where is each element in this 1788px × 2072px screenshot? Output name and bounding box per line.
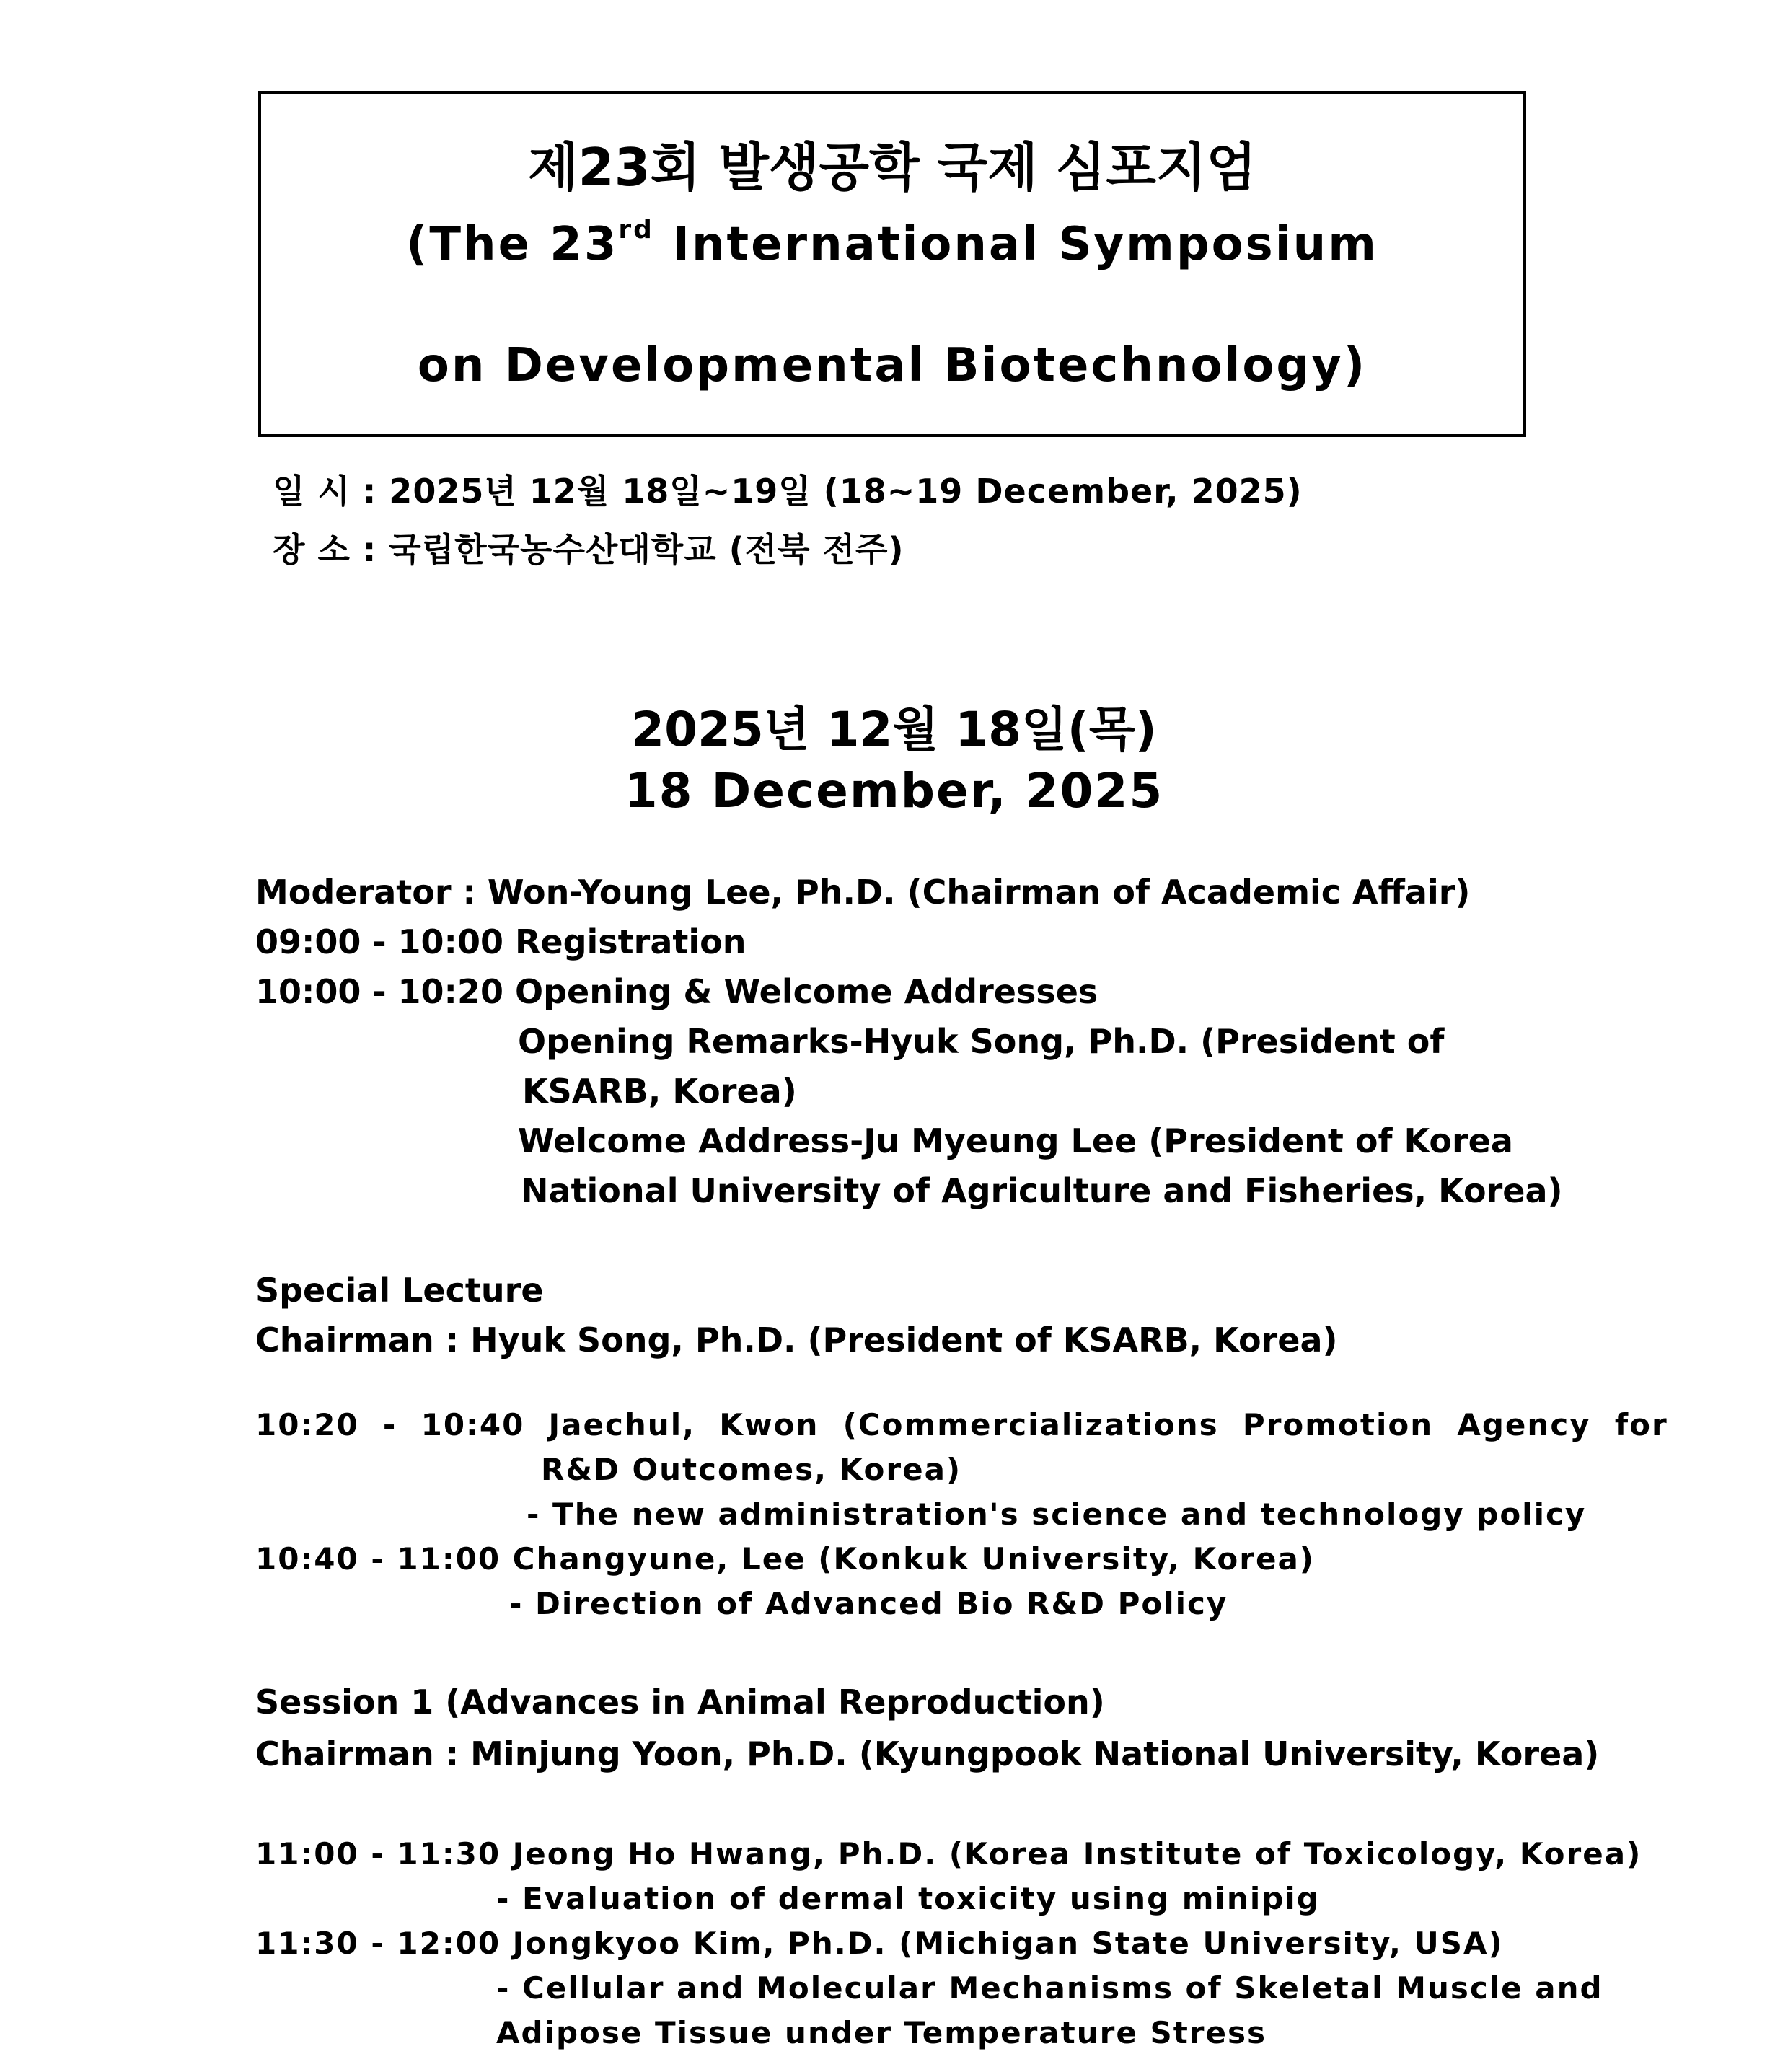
session1-talk1-topic: - Evaluation of dermal toxicity using minipig bbox=[496, 1881, 1320, 1916]
session1-chairman: Chairman : Minjung Yoon, Ph.D. (Kyungpook National University, Korea) bbox=[255, 1734, 1600, 1773]
event-date: 일 시 : 2025년 12월 18일~19일 (18~19 December, 2025) bbox=[273, 472, 1303, 511]
session1-talk2-topic1: - Cellular and Molecular Mechanisms of Skeletal Muscle and bbox=[496, 1970, 1603, 2006]
session1-talk2-topic2: Adipose Tissue under Temperature Stress bbox=[496, 2015, 1267, 2050]
opening-line: 10:00 - 10:20 Opening & Welcome Addresses bbox=[255, 972, 1098, 1011]
special-talk1-topic: - The new administration's science and technology policy bbox=[527, 1496, 1587, 1532]
welcome-address-line1: Welcome Address-Ju Myeung Lee (President of Korea bbox=[518, 1121, 1513, 1160]
special-lecture-chairman: Chairman : Hyuk Song, Ph.D. (President of KSARB, Korea) bbox=[255, 1321, 1338, 1359]
special-lecture-heading: Special Lecture bbox=[255, 1271, 544, 1310]
opening-remarks-line1: Opening Remarks-Hyuk Song, Ph.D. (President of bbox=[518, 1022, 1445, 1061]
session1-talk2-line1: 11:30 - 12:00 Jongkyoo Kim, Ph.D. (Michigan State University, USA) bbox=[255, 1926, 1504, 1961]
special-talk2-topic: - Direction of Advanced Bio R&D Policy bbox=[509, 1586, 1228, 1621]
special-talk2-line1: 10:40 - 11:00 Changyune, Lee (Konkuk University, Korea) bbox=[255, 1541, 1315, 1577]
title-english-suffix: International Symposium bbox=[653, 218, 1378, 271]
registration-line: 09:00 - 10:00 Registration bbox=[255, 922, 747, 961]
session1-heading: Session 1 (Advances in Animal Reproduction) bbox=[255, 1683, 1105, 1721]
event-venue: 장 소 : 국립한국농수산대학교 (전북 전주) bbox=[273, 530, 904, 569]
opening-remarks-line2: KSARB, Korea) bbox=[522, 1072, 797, 1111]
title-english-line2: on Developmental Biotechnology) bbox=[417, 339, 1368, 392]
title-korean: 제23회 발생공학 국제 심포지엄 bbox=[527, 137, 1257, 198]
day-date-korean: 2025년 12월 18일(목) bbox=[631, 702, 1157, 757]
welcome-address-line2: National University of Agriculture and Fisheries, Korea) bbox=[521, 1171, 1563, 1210]
title-english-superscript: rd bbox=[618, 215, 654, 244]
moderator-line: Moderator : Won-Young Lee, Ph.D. (Chairman of Academic Affair) bbox=[255, 873, 1471, 912]
special-talk1-line2: R&D Outcomes, Korea) bbox=[541, 1452, 962, 1487]
session1-talk1-line1: 11:00 - 11:30 Jeong Ho Hwang, Ph.D. (Korea Institute of Toxicology, Korea) bbox=[255, 1836, 1642, 1872]
title-english-line1 bbox=[261, 215, 1523, 271]
day-date-english: 18 December, 2025 bbox=[624, 763, 1164, 819]
special-talk1-line1: 10:20 - 10:40 Jaechul, Kwon (Commercializations Promotion Agency for bbox=[255, 1407, 1668, 1442]
title-box bbox=[258, 91, 1526, 437]
title-english-prefix: (The 23 bbox=[406, 218, 619, 271]
